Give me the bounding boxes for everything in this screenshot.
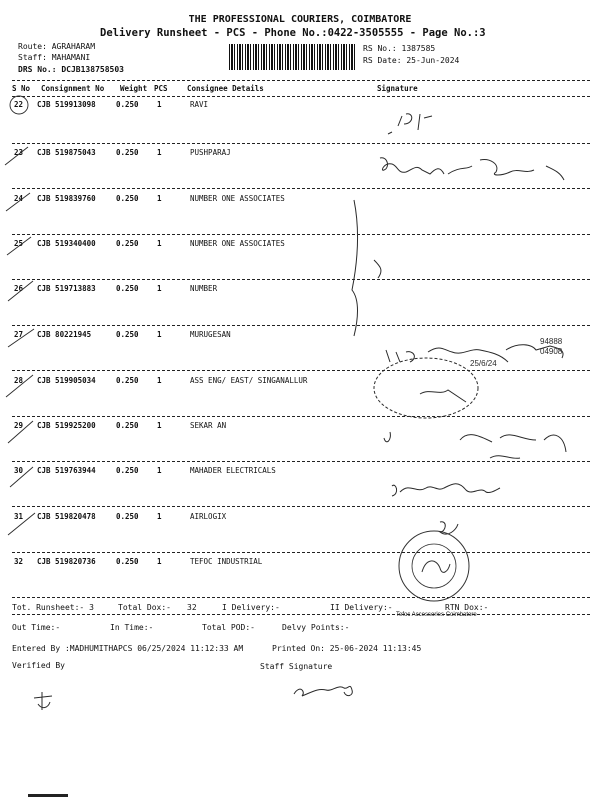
staff-label: Staff: MAHAMANI — [18, 53, 91, 62]
ii-delivery: II Delivery:- — [330, 603, 393, 612]
column-divider — [12, 96, 590, 97]
row-sno: 24 — [14, 194, 24, 203]
row-details: NUMBER — [190, 284, 218, 293]
row-weight: 0.250 — [116, 100, 139, 109]
row-details: MURUGESAN — [190, 330, 231, 339]
rs-date: RS Date: 25-Jun-2024 — [363, 56, 460, 65]
row-consignment: CJB 519905034 — [37, 376, 96, 385]
col-weight: Weight — [120, 84, 148, 93]
printed-on: Printed On: 25-06-2024 11:13:45 — [272, 644, 422, 653]
verifier-mark — [30, 688, 60, 716]
col-details: Consignee Details — [187, 84, 264, 93]
row-pcs: 1 — [157, 421, 162, 430]
total-dox-value: 32 — [187, 603, 197, 612]
scan-edge-mark — [28, 794, 68, 797]
row-weight: 0.250 — [116, 466, 139, 475]
column-header-row — [0, 84, 600, 96]
row-sno: 32 — [14, 557, 24, 566]
row-details: ASS ENG/ EAST/ SINGANALLUR — [190, 376, 308, 385]
row-sno: 31 — [14, 512, 24, 521]
row-details: PUSHPARAJ — [190, 148, 231, 157]
tot-runsheet: Tot. Runsheet:- 3 — [12, 603, 94, 612]
row-sno: 26 — [14, 284, 24, 293]
row-weight: 0.250 — [116, 421, 139, 430]
row-consignment: CJB 80221945 — [37, 330, 92, 339]
verified-by: Verified By — [12, 661, 65, 670]
entered-by: Entered By :MADHUMITHAPCS 06/25/2024 11:12:33 AM — [12, 644, 244, 653]
total-dox-label: Total Dox:- — [118, 603, 171, 612]
row-consignment: CJB 519913098 — [37, 100, 96, 109]
drs-number: DRS No.: DCJB138758503 — [18, 65, 124, 74]
col-pcs: PCS — [154, 84, 168, 93]
row-pcs: 1 — [157, 466, 162, 475]
route-label: Route: AGRAHARAM — [18, 42, 96, 51]
row-consignment: CJB 519340400 — [37, 239, 96, 248]
row-weight: 0.250 — [116, 557, 139, 566]
rs-number: RS No.: 1387585 — [363, 44, 436, 53]
row-sno: 25 — [14, 239, 24, 248]
col-sno: S No — [12, 84, 31, 93]
row-pcs: 1 — [157, 194, 162, 203]
row-consignment: CJB 519763944 — [37, 466, 96, 475]
runsheet-title: Delivery Runsheet - PCS - Phone No.:0422-3505555 - Page No.:3 — [100, 27, 486, 39]
row-pcs: 1 — [157, 239, 162, 248]
row-details: RAVI — [190, 100, 209, 109]
col-signature: Signature — [377, 84, 418, 93]
in-time: In Time:- — [110, 623, 154, 632]
row-sno: 23 — [14, 148, 24, 157]
row-consignment: CJB 519820478 — [37, 512, 96, 521]
staff-signature-label: Staff Signature — [260, 662, 333, 671]
staff-signature-mark — [290, 676, 360, 702]
row-pcs: 1 — [157, 148, 162, 157]
row-weight: 0.250 — [116, 239, 139, 248]
svg-text:94888: 94888 — [540, 337, 563, 346]
row-sno: 22 — [14, 100, 24, 109]
row-details: NUMBER ONE ASSOCIATES — [190, 239, 285, 248]
row-weight: 0.250 — [116, 330, 139, 339]
company-title: THE PROFESSIONAL COURIERS, COIMBATORE — [188, 14, 412, 25]
i-delivery: I Delivery:- — [222, 603, 280, 612]
row-consignment: CJB 519839760 — [37, 194, 96, 203]
row-sno: 30 — [14, 466, 24, 475]
row-details: TEFOC INDUSTRIAL — [190, 557, 263, 566]
rtn-dox: RTN Dox:- — [445, 603, 489, 612]
svg-text:04908: 04908 — [540, 347, 563, 356]
row-weight: 0.250 — [116, 148, 139, 157]
row-weight: 0.250 — [116, 284, 139, 293]
row-pcs: 1 — [157, 284, 162, 293]
row-consignment: CJB 519875043 — [37, 148, 96, 157]
row-consignment: CJB 519713883 — [37, 284, 96, 293]
out-time: Out Time:- — [12, 623, 61, 632]
row-sno: 28 — [14, 376, 24, 385]
row-weight: 0.250 — [116, 512, 139, 521]
barcode — [229, 44, 357, 70]
row-pcs: 1 — [157, 557, 162, 566]
row-pcs: 1 — [157, 512, 162, 521]
row-pcs: 1 — [157, 330, 162, 339]
row27-date-scrawl: 25/6/24 — [470, 359, 497, 368]
row-details: NUMBER ONE ASSOCIATES — [190, 194, 285, 203]
row-consignment: CJB 519925200 — [37, 421, 96, 430]
stamp-text: Tefoc Accessories Coimbatore — [396, 612, 477, 618]
total-pod: Total POD:- — [202, 623, 255, 632]
row-weight: 0.250 — [116, 376, 139, 385]
row-details: AIRLOGIX — [190, 512, 227, 521]
delvy-points: Delvy Points:- — [282, 623, 350, 632]
col-consignment: Consignment No — [41, 84, 105, 93]
signature-marks — [340, 100, 590, 600]
row-pcs: 1 — [157, 376, 162, 385]
row-details: MAHADER ELECTRICALS — [190, 466, 276, 475]
row-pcs: 1 — [157, 100, 162, 109]
row-sno: 27 — [14, 330, 24, 339]
tick-marks — [0, 95, 60, 615]
header-divider — [12, 80, 590, 81]
row-details: SEKAR AN — [190, 421, 227, 430]
footer-divider — [12, 614, 590, 615]
row-sno: 29 — [14, 421, 24, 430]
row-weight: 0.250 — [116, 194, 139, 203]
row-consignment: CJB 519820736 — [37, 557, 96, 566]
